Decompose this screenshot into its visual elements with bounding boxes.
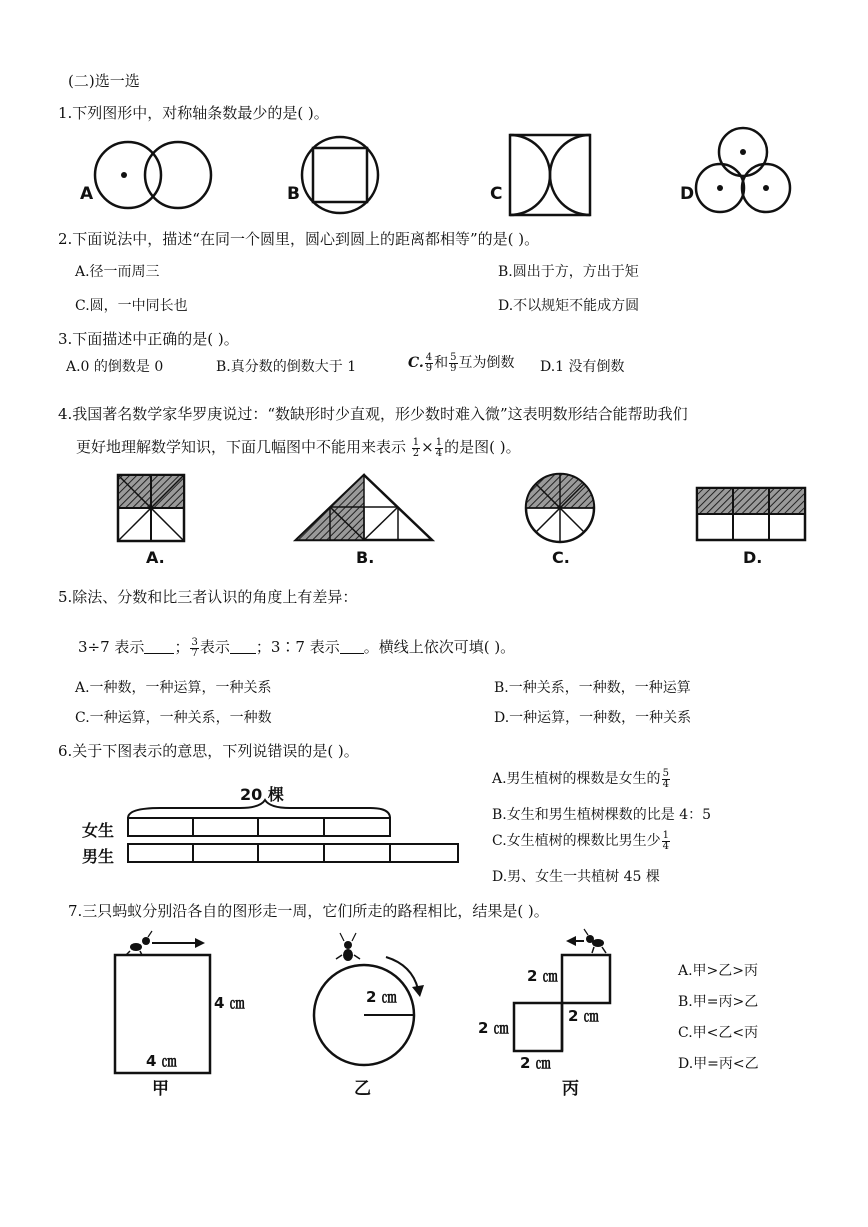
- q6-option-a-text: A.男生植树的棵数是女生的: [492, 771, 661, 787]
- q4-label-c: C.: [552, 548, 570, 567]
- q7-name-bing: 丙: [562, 1079, 579, 1099]
- arrow-left-icon: [566, 936, 576, 946]
- q1-stem: 1.下列图形中，对称轴条数最少的是( )。: [58, 104, 329, 122]
- q4-line1: 4.我国著名数学家华罗庚说过：“数缺形时少直观，形少数时难入微”这表明数形结合能帮助我们: [58, 405, 688, 423]
- q4-label-d: D.: [743, 548, 763, 567]
- q7-stem: 7.三只蚂蚁分别沿各自的图形走一周，它们所走的路程相比，结果是( )。: [68, 902, 549, 920]
- q4-figures: [0, 470, 868, 545]
- q7-step-label-2: 2 ㎝: [568, 1007, 599, 1025]
- q5-p5: 。横线上依次可填( )。: [363, 638, 516, 656]
- q1-figure-a: [95, 142, 211, 208]
- q4-frac-1-4: $\frac{1}{4}$: [435, 436, 443, 459]
- q6-frac-5-4: $\frac{5}{4}$: [662, 767, 669, 790]
- q5-option-b: B.一种关系，一种数，一种运算: [494, 680, 691, 696]
- q4-figure-d: [697, 488, 805, 540]
- q1-label-a: A: [80, 184, 94, 204]
- q1-label-b: B: [287, 184, 300, 204]
- q3-option-b: B.真分数的倒数大于 1: [216, 359, 357, 375]
- ant-icon: [336, 933, 360, 961]
- q5-p2: ；: [174, 638, 190, 656]
- q3-stem: 3.下面描述中正确的是( )。: [58, 330, 239, 348]
- q6-diagram: [80, 800, 470, 870]
- ant-icon: [584, 929, 606, 953]
- q3-frac-4-9: $\frac{4}{9}$: [425, 351, 433, 374]
- q6-boys-label: 男生: [82, 847, 115, 866]
- q6-girls-label: 女生: [82, 821, 115, 840]
- section-title: (二)选一选: [68, 72, 140, 90]
- q4-figure-b: [296, 475, 432, 540]
- q5-frac-3-7: $\frac{3}{7}$: [191, 636, 198, 659]
- q4-line2: [76, 436, 521, 459]
- q7-step-label-1: 2 ㎝: [527, 967, 558, 985]
- q6-stem: 6.关于下图表示的意思，下列说错误的是( )。: [58, 742, 359, 760]
- q6-option-a: [492, 768, 671, 790]
- q2-option-c: C.圆，一中同长也: [75, 298, 188, 314]
- q5-blank-3: [340, 639, 364, 654]
- q7-square-bottom-label: 4 ㎝: [146, 1052, 177, 1070]
- q5-blank-2: [230, 639, 256, 654]
- q3-option-c: [408, 352, 515, 374]
- q6-option-c-text: C.女生植树的棵数比男生少: [492, 833, 661, 849]
- arrow-curve-icon: [412, 985, 424, 997]
- q5-blank-1: [144, 639, 174, 654]
- q3-frac-5-9: $\frac{5}{9}$: [450, 351, 457, 374]
- q2-option-b: B.圆出于方，方出于矩: [498, 264, 639, 280]
- q5-p3: 表示: [199, 638, 230, 656]
- q4-figure-a: [118, 475, 184, 541]
- q2-stem: 2.下面说法中，描述“在同一个圆里，圆心到圆上的距离都相等”的是( )。: [58, 230, 540, 248]
- q7-figure-bing: [514, 929, 610, 1051]
- q7-name-jia: 甲: [152, 1079, 169, 1099]
- q7-circle-radius-label: 2 ㎝: [366, 988, 397, 1006]
- q7-option-d: D.甲=丙<乙: [678, 1056, 759, 1072]
- q4-times: ×: [421, 438, 434, 456]
- q6-option-c: [492, 830, 671, 852]
- q3-option-d: D.1 没有倒数: [540, 359, 625, 375]
- q5-fill-line: [78, 636, 515, 659]
- q4-line2-suffix: 的是图( )。: [444, 438, 521, 456]
- q4-label-b: B.: [356, 548, 375, 567]
- q7-name-yi: 乙: [354, 1079, 371, 1099]
- q3-option-c-prefix: C.: [408, 355, 424, 371]
- q3-option-c-mid: 和: [434, 355, 449, 371]
- q4-figure-c: [526, 474, 594, 542]
- q1-figures: [80, 135, 860, 225]
- q1-label-c: C: [490, 184, 503, 204]
- q4-line2-prefix: 更好地理解数学知识，下面几幅图中不能用来表示: [76, 438, 407, 456]
- q5-p1: 3÷7 表示: [78, 638, 145, 656]
- q5-option-d: D.一种运算，一种数，一种关系: [494, 710, 692, 726]
- ant-icon: [126, 931, 152, 955]
- q7-option-b: B.甲=丙>乙: [678, 994, 759, 1010]
- q1-figure-d: [696, 128, 790, 212]
- q2-option-d: D.不以规矩不能成方圆: [498, 298, 640, 314]
- q6-option-d: D.男、女生一共植树 45 棵: [492, 869, 660, 885]
- q4-label-a: A.: [146, 548, 165, 567]
- q5-p4: ；3∶7 表示: [255, 638, 340, 656]
- arrow-right-icon: [195, 938, 205, 948]
- q3-option-a: A.0 的倒数是 0: [66, 359, 164, 375]
- q5-stem: 5.除法、分数和比三者认识的角度上有差异：: [58, 588, 358, 606]
- q2-option-a: A.径一而周三: [75, 264, 160, 280]
- q7-option-a: A.甲>乙>丙: [678, 963, 759, 979]
- q5-option-a: A.一种数，一种运算，一种关系: [75, 680, 272, 696]
- q7-square-side-label: 4 ㎝: [214, 994, 245, 1012]
- q6-option-b: B.女生和男生植树棵数的比是 4：5: [492, 807, 712, 823]
- q1-figure-b: [302, 137, 378, 213]
- q3-option-c-suffix: 互为倒数: [458, 355, 515, 371]
- q6-frac-1-4: $\frac{1}{4}$: [662, 829, 670, 852]
- q7-option-c: C.甲<乙<丙: [678, 1025, 759, 1041]
- q6-total-label: 20 棵: [240, 785, 284, 804]
- q7-step-label-3: 2 ㎝: [478, 1019, 509, 1037]
- q7-step-label-4: 2 ㎝: [520, 1054, 551, 1072]
- q5-option-c: C.一种运算，一种关系，一种数: [75, 710, 272, 726]
- q1-figure-c: [510, 135, 590, 215]
- q1-label-d: D: [680, 184, 695, 204]
- q4-frac-1-2: $\frac{1}{2}$: [412, 436, 420, 459]
